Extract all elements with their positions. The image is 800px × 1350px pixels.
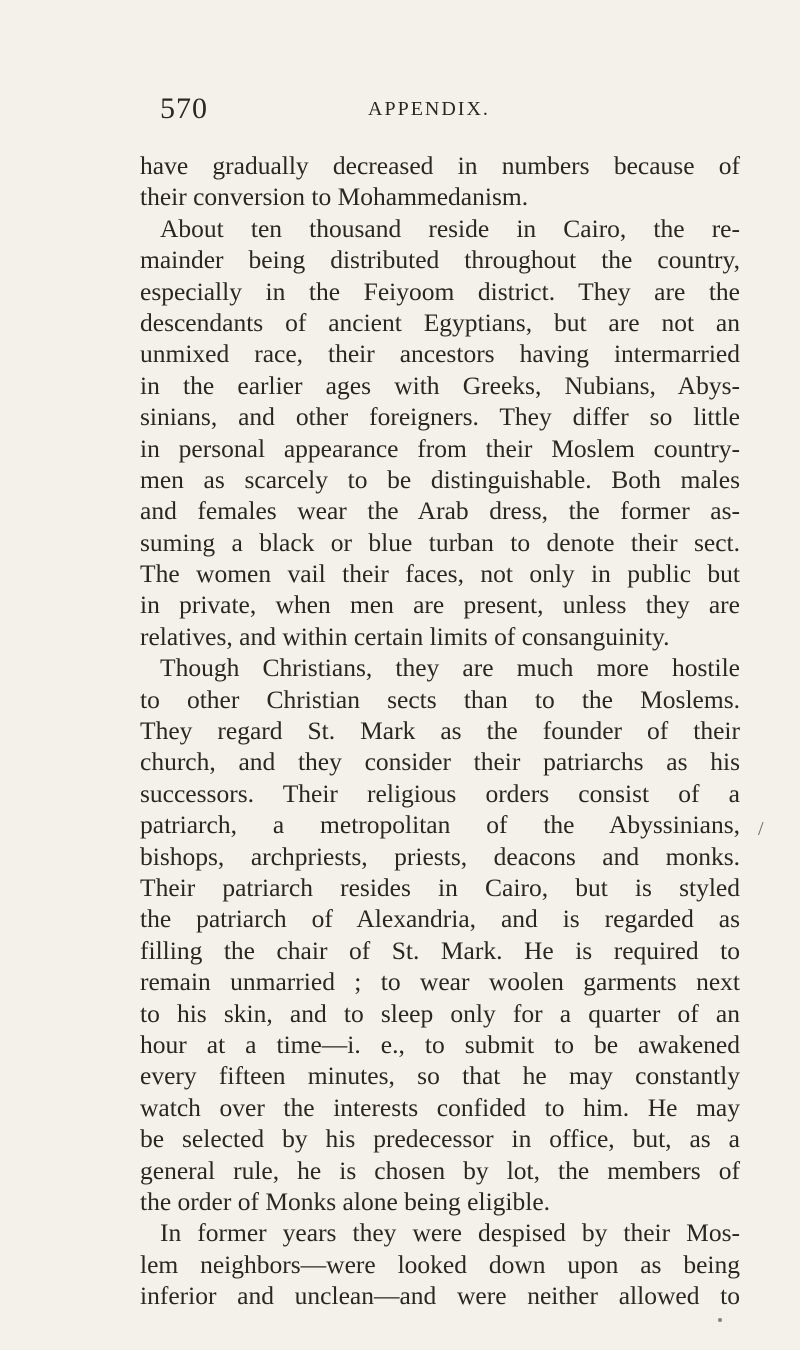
text-line: to other Christian sects than to the Moslems. xyxy=(140,684,740,714)
text-line: men as scarcely to be distinguishable. Both males xyxy=(140,464,740,494)
text-line: have gradually decreased in numbers because of xyxy=(140,151,740,180)
text-line: general rule, he is chosen by lot, the members of xyxy=(140,1155,740,1185)
text-line: filling the chair of St. Mark. He is required to xyxy=(140,935,740,965)
text-line: descendants of ancient Egyptians, but are not an xyxy=(140,307,740,337)
body-text xyxy=(140,150,740,1311)
text-line: be selected by his predecessor in office, but, as a xyxy=(140,1124,740,1154)
text-line: and females wear the Arab dress, the former as- xyxy=(140,496,740,526)
text-line: especially in the Feiyoom district. They are the xyxy=(140,276,740,306)
text-line: sinians, and other foreigners. They differ so little xyxy=(140,402,740,432)
text-line: in personal appearance from their Moslem country- xyxy=(140,433,740,463)
text-line: In former years they were despised by their Mos- xyxy=(160,1218,740,1248)
text-line: their conversion to Mohammedanism. xyxy=(140,182,529,212)
text-line: in the earlier ages with Greeks, Nubians, Abys- xyxy=(140,370,740,400)
text-line: Their patriarch resides in Cairo, but is styled xyxy=(140,872,740,902)
ink-speck xyxy=(718,1318,722,1322)
text-line: every fifteen minutes, so that he may constantly xyxy=(140,1061,740,1091)
text-line: the order of Monks alone being eligible. xyxy=(140,1186,551,1216)
text-line: to his skin, and to sleep only for a quarter of an xyxy=(140,998,740,1028)
text-line: About ten thousand reside in Cairo, the re- xyxy=(160,213,740,243)
text-line: in private, when men are present, unless they are xyxy=(140,590,740,620)
text-line: church, and they consider their patriarchs as his xyxy=(140,747,740,777)
text-line: Though Christians, they are much more hostile xyxy=(160,653,740,683)
page-header xyxy=(160,92,720,132)
text-line: relatives, and within certain limits of consanguinity. xyxy=(140,621,670,651)
text-line: inferior and unclean—and were neither allowed to xyxy=(140,1281,740,1311)
text-line: successors. Their religious orders consist of a xyxy=(140,778,740,808)
text-line: hour at a time—i. e., to submit to be awakened xyxy=(140,1029,740,1059)
text-line: mainder being distributed throughout the country, xyxy=(140,245,740,275)
running-head: APPENDIX. xyxy=(368,98,490,120)
text-line: lem neighbors—were looked down upon as being xyxy=(140,1249,740,1279)
text-line: suming a black or blue turban to denote their sect. xyxy=(140,527,740,557)
margin-mark: / xyxy=(758,818,764,840)
text-line: remain unmarried ; to wear woolen garments next xyxy=(140,967,740,997)
text-line: watch over the interests confided to him. He may xyxy=(140,1092,740,1122)
page-number: 570 xyxy=(160,92,208,125)
text-line: unmixed race, their ancestors having intermarried xyxy=(140,339,740,369)
text-line: The women vail their faces, not only in public but xyxy=(140,559,740,589)
text-line: the patriarch of Alexandria, and is regarded as xyxy=(140,904,740,934)
text-line: They regard St. Mark as the founder of their xyxy=(140,716,740,746)
text-line: patriarch, a metropolitan of the Abyssinians, xyxy=(140,810,740,840)
text-line: bishops, archpriests, priests, deacons and monks. xyxy=(140,841,740,871)
